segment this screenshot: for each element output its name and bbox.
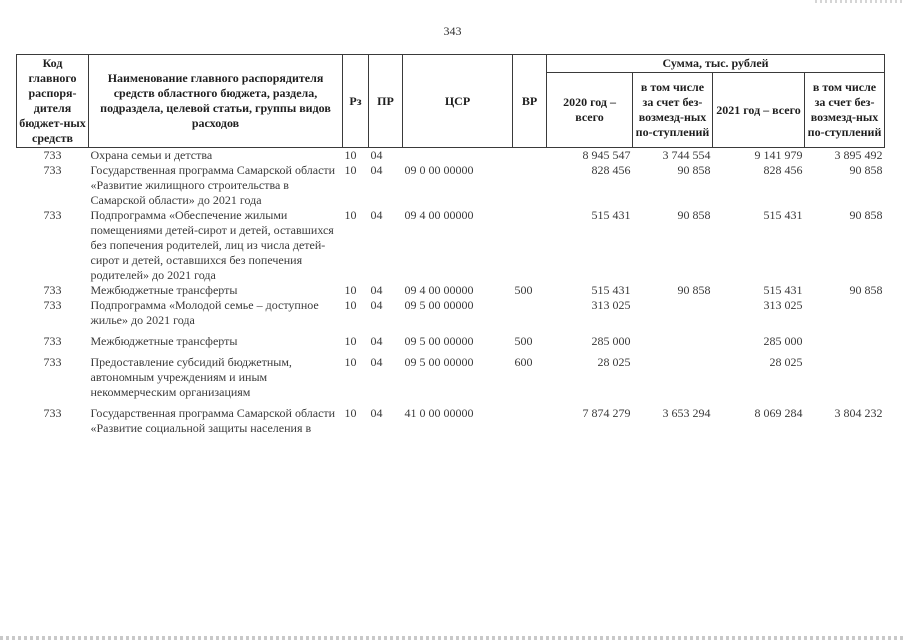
scan-artifact-bottom	[0, 636, 905, 640]
cell-pr: 04	[370, 406, 383, 420]
cell-2020-total: 828 456	[591, 163, 631, 177]
cell-vr	[513, 163, 547, 208]
header-2020-total: 2020 год – всего	[547, 73, 633, 148]
cell-2021-free: 90 858	[849, 208, 883, 222]
cell-vr	[513, 208, 547, 283]
cell-2021-total: 828 456	[763, 163, 803, 177]
cell-2020-free	[633, 298, 713, 334]
cell-2020-free	[633, 334, 713, 355]
cell-pr: 04	[370, 163, 383, 177]
cell-csr: 09 0 00 00000	[404, 163, 474, 177]
cell-code: 733	[43, 163, 62, 177]
cell-2020-free	[633, 355, 713, 406]
cell-code: 733	[43, 406, 62, 420]
cell-csr: 41 0 00 00000	[404, 406, 474, 420]
cell-vr	[513, 148, 547, 164]
cell-rz: 10	[344, 334, 357, 348]
cell-2021-total: 285 000	[763, 334, 803, 348]
table-row	[17, 208, 885, 283]
cell-2021-free: 90 858	[849, 283, 883, 297]
cell-name: Охрана семьи и детства	[90, 148, 213, 162]
cell-2020-free: 90 858	[677, 163, 711, 177]
cell-rz: 10	[344, 355, 357, 369]
table-row	[17, 334, 885, 355]
cell-vr: 500	[514, 334, 533, 348]
cell-2021-free	[805, 355, 885, 406]
cell-rz: 10	[344, 283, 357, 297]
cell-name: Государственная программа Самарской области «Развитие жилищного строительства в Самарской области» до 2021 года	[90, 163, 336, 207]
cell-2021-total: 28 025	[769, 355, 803, 369]
cell-2020-free: 3 653 294	[662, 406, 711, 420]
cell-name: Государственная программа Самарской области «Развитие социальной защиты населения в	[90, 406, 336, 435]
header-2020-free: в том числе за счет без-возмезд-ных по-ступлений	[633, 73, 713, 148]
cell-name: Подпрограмма «Обеспечение жилыми помещениями детей-сирот и детей, оставшихся без попечения родителей, лиц из числа детей-сирот и детей, оставшихся без попечения родителей» до 2021 года	[90, 208, 334, 282]
cell-2021-free: 90 858	[849, 163, 883, 177]
table-row	[17, 283, 885, 298]
page-number: 343	[443, 24, 462, 38]
cell-name: Межбюджетные трансферты	[90, 283, 238, 297]
cell-rz: 10	[344, 163, 357, 177]
table-header	[17, 55, 885, 148]
table-body	[17, 148, 885, 437]
cell-2021-free: 3 804 232	[834, 406, 883, 420]
cell-2020-total: 515 431	[591, 208, 631, 222]
cell-name: Межбюджетные трансферты	[90, 334, 238, 348]
cell-pr: 04	[370, 148, 383, 162]
budget-table	[16, 54, 885, 436]
header-vr: ВР	[513, 55, 547, 148]
cell-code: 733	[43, 298, 62, 312]
cell-csr: 09 5 00 00000	[404, 355, 474, 369]
cell-vr	[513, 298, 547, 334]
cell-csr: 09 4 00 00000	[404, 208, 474, 222]
cell-2021-free: 3 895 492	[834, 148, 883, 162]
cell-vr: 600	[514, 355, 533, 369]
cell-2020-free: 90 858	[677, 208, 711, 222]
cell-pr: 04	[370, 355, 383, 369]
header-rz: Рз	[343, 55, 369, 148]
header-csr: ЦСР	[403, 55, 513, 148]
cell-pr: 04	[370, 208, 383, 222]
table-row	[17, 298, 885, 334]
cell-pr: 04	[370, 283, 383, 297]
table-row	[17, 148, 885, 164]
cell-vr: 500	[514, 283, 533, 297]
cell-name: Подпрограмма «Молодой семье – доступное жилье» до 2021 года	[90, 298, 319, 327]
cell-name: Предоставление субсидий бюджетным, автономным учреждениям и иным некоммерческим организациям	[90, 355, 292, 399]
table-row	[17, 163, 885, 208]
cell-code: 733	[43, 283, 62, 297]
cell-2021-free	[805, 298, 885, 334]
header-2021-total: 2021 год – всего	[713, 73, 805, 148]
cell-csr: 09 5 00 00000	[404, 334, 474, 348]
cell-csr: 09 4 00 00000	[404, 283, 474, 297]
header-pr: ПР	[369, 55, 403, 148]
cell-rz: 10	[344, 148, 357, 162]
cell-pr: 04	[370, 298, 383, 312]
cell-2020-total: 8 945 547	[582, 148, 631, 162]
table-row	[17, 406, 885, 436]
header-code: Код главного распоря-дителя бюджет-ных средств	[17, 55, 89, 148]
scan-artifact-top	[815, 0, 905, 3]
header-2021-free: в том числе за счет без-возмезд-ных по-ступлений	[805, 73, 885, 148]
table-row	[17, 355, 885, 406]
cell-2020-total: 7 874 279	[582, 406, 631, 420]
cell-2021-total: 515 431	[763, 208, 803, 222]
cell-2021-free	[805, 334, 885, 355]
cell-code: 733	[43, 355, 62, 369]
header-name: Наименование главного распорядителя средств областного бюджета, раздела, подраздела, целевой статьи, группы видов расходов	[89, 55, 343, 148]
cell-csr	[403, 148, 513, 164]
cell-code: 733	[43, 148, 62, 162]
cell-rz: 10	[344, 208, 357, 222]
cell-rz: 10	[344, 298, 357, 312]
cell-2020-total: 285 000	[591, 334, 631, 348]
cell-2020-total: 515 431	[591, 283, 631, 297]
cell-rz: 10	[344, 406, 357, 420]
cell-2021-total: 8 069 284	[754, 406, 803, 420]
cell-csr: 09 5 00 00000	[404, 298, 474, 312]
cell-2021-total: 515 431	[763, 283, 803, 297]
cell-2020-total: 28 025	[597, 355, 631, 369]
cell-2020-total: 313 025	[591, 298, 631, 312]
header-sum: Сумма, тыс. рублей	[547, 55, 885, 73]
cell-pr: 04	[370, 334, 383, 348]
cell-code: 733	[43, 334, 62, 348]
cell-code: 733	[43, 208, 62, 222]
cell-2020-free: 3 744 554	[662, 148, 711, 162]
cell-vr	[513, 406, 547, 436]
cell-2021-total: 313 025	[763, 298, 803, 312]
cell-2020-free: 90 858	[677, 283, 711, 297]
cell-2021-total: 9 141 979	[754, 148, 803, 162]
